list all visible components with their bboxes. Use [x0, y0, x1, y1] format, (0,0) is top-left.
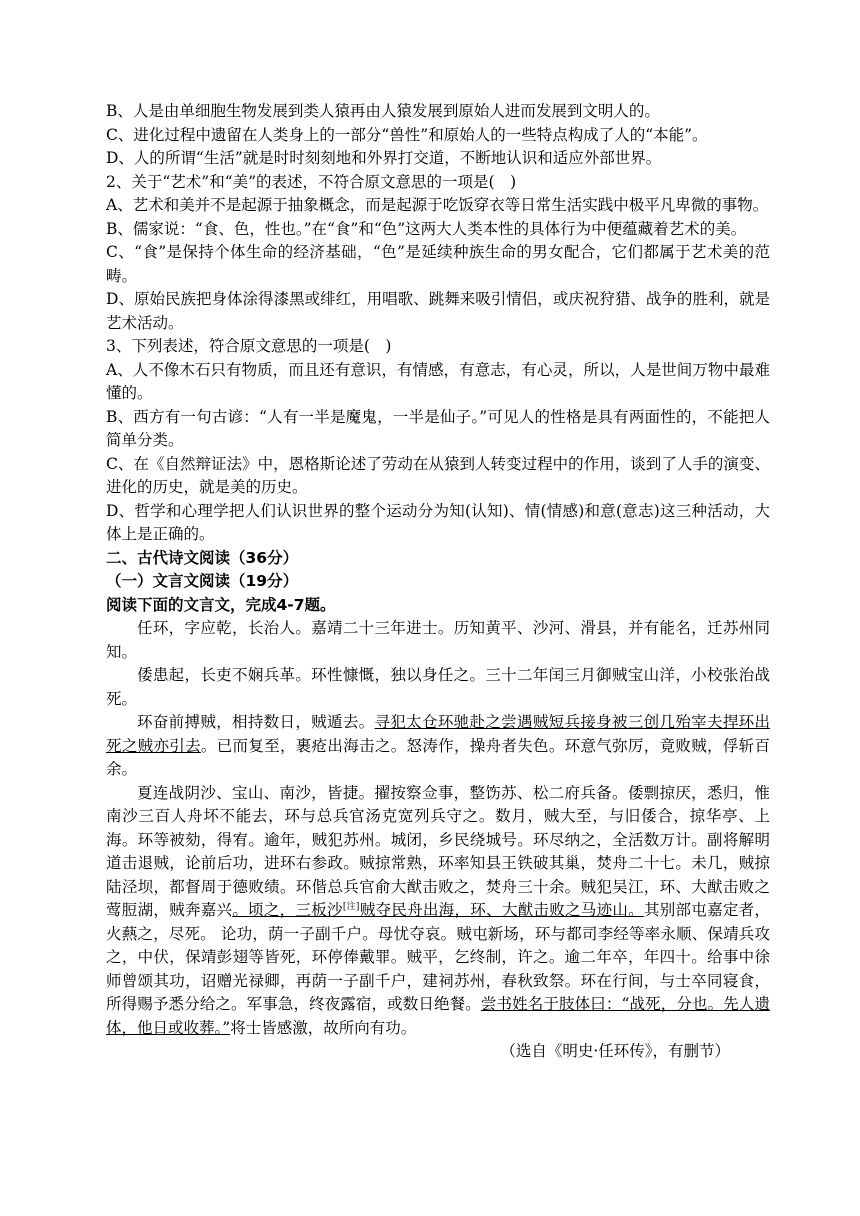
section-title: 二、古代诗文阅读（36分） — [106, 548, 299, 567]
q2-option-b: B、儒家说：“食、色，性也。”在“食”和“色”这两大人类本性的具体行为中便蕴藏着艺术的美。 — [106, 219, 747, 238]
q3-option-c: C、在《自然辩证法》中，恩格斯论述了劳动在从猿到人转变过程中的作用，谈到了人手的演变、进化的历史，就是美的历史。 — [106, 454, 770, 496]
q1-option-c: C、进化过程中遗留在人类身上的一部分“兽性”和原始人的一些特点构成了人的“本能”。 — [106, 125, 708, 144]
underlined-sentence-3: 尝书姓名于肢体曰：“战死，分也。先人遗体，他日或收葬。” — [106, 995, 770, 1037]
passage-text: 。已而复至，裹疮出海击之。怒涛作，操舟者失色。环意气弥厉，竟败贼，俘斩百余。 — [106, 736, 770, 778]
passage-paragraph-2: 倭患起，长吏不娴兵革。环性慷慨，独以身任之。三十二年闰三月御贼宝山洋，小校张治战死。 — [106, 666, 770, 708]
passage-source: （选自《明史·任环传》，有删节） — [500, 1042, 730, 1060]
reading-instruction: 阅读下面的文言文，完成4-7题。 — [106, 595, 336, 614]
q3-option-b: B、西方有一句古谚：“人有一半是魔鬼，一半是仙子。”可见人的性格是具有两面性的，不能把人简单分类。 — [106, 407, 770, 449]
passage-paragraph-3 — [106, 711, 770, 782]
document-page — [106, 100, 770, 1064]
subsection-title: （一）文言文阅读（19分） — [106, 572, 299, 590]
q2-option-a: A、艺术和美并不是起源于抽象概念，而是起源于吃饭穿衣等日常生活实践中极平凡卑微的事物。 — [106, 196, 769, 214]
q2-stem: 2、关于“艺术”和“美”的表述，不符合原文意思的一项是( ) — [106, 172, 517, 191]
q3-stem: 3、下列表述，符合原文意思的一项是( ) — [106, 337, 392, 355]
underlined-text: 。顷之，三板沙 — [232, 901, 343, 919]
q2-option-d: D、原始民族把身体涂得漆黑或绯红，用唱歌、跳舞来吸引情侣，或庆祝狩猎、战争的胜利，就是艺术活动。 — [106, 290, 770, 332]
q3-option-a: A、人不像木石只有物质，而且还有意识，有情感，有意志，有心灵，所以，人是世间万物中最难懂的。 — [106, 360, 770, 402]
q2-option-c: C、“食”是保持个体生命的经济基础，“色”是延续种族生命的男女配合，它们都属于艺术美的范畴。 — [106, 243, 770, 285]
q1-option-b: B、人是由单细胞生物发展到类人猿再由人猿发展到原始人进而发展到文明人的。 — [106, 102, 660, 120]
underlined-sentence-1: 寻犯太仓环驰赴之尝遇贼短兵接身被三创几殆宰夫捍环出死之贼亦引去 — [106, 713, 770, 755]
underlined-text: 贼夺民舟出海，环、大猷击败之马迹山。 — [359, 901, 644, 919]
passage-text: 将士皆感激，故所向有功。 — [230, 1018, 417, 1037]
q3-option-d: D、哲学和心理学把人们认识世界的整个运动分为知(认知)、情(情感)和意(意志)这三种活动，大体上是正确的。 — [106, 501, 770, 543]
footnote-marker: [注] — [342, 901, 360, 912]
underlined-sentence-2 — [232, 901, 644, 919]
q1-option-d: D、人的所谓“生活”就是时时刻刻地和外界打交道，不断地认识和适应外部世界。 — [106, 149, 662, 167]
passage-paragraph-4 — [106, 782, 770, 1041]
passage-paragraph-1: 任环，字应乾，长治人。嘉靖二十三年进士。历知黄平、沙河、滑县，并有能名，迁苏州同知。 — [106, 619, 770, 661]
passage-text: 其别部屯嘉定者，火爇之，尽死。 论功，荫一子副千户。母忧夺哀。贼屯新场，环与都司李经等率永顺、保靖兵攻之，中伏，保靖彭翅等皆死，环停俸戴罪。贼平，乞终制，许之。逾二年卒，年四十。给事中徐师曾颂其功，诏赠光禄卿，再荫一子副千户，建祠苏州，春秋致祭。环在行间，与士卒同寝食，所得赐予悉分给之。军事急，终夜露宿，或数日绝餐。 — [106, 901, 770, 1013]
passage-text: 夏连战阴沙、宝山、南沙，皆捷。擢按察佥事，整饬苏、松二府兵备。倭剽掠厌，悉归，惟南沙三百人舟坏不能去，环与总兵官汤克宽列兵守之。数月，贼大至，与旧倭合，掠华亭、上海。环等被劾，得宥。逾年，贼犯苏州。城闭，乡民绕城号。环尽纳之，全活数万计。副将解明道击退贼，论前后功，进环右参政。贼掠常熟，环率知县王铁破其巢，焚舟二十七。未几，贼掠陆泾坝，都督周于德败绩。环偕总兵官俞大猷击败之，焚舟三十余。贼犯吴江，环、大猷击败之莺脰湖，贼奔嘉兴 — [106, 783, 770, 919]
passage-text: 环奋前搏贼，相持数日，贼遁去。 — [137, 713, 375, 731]
